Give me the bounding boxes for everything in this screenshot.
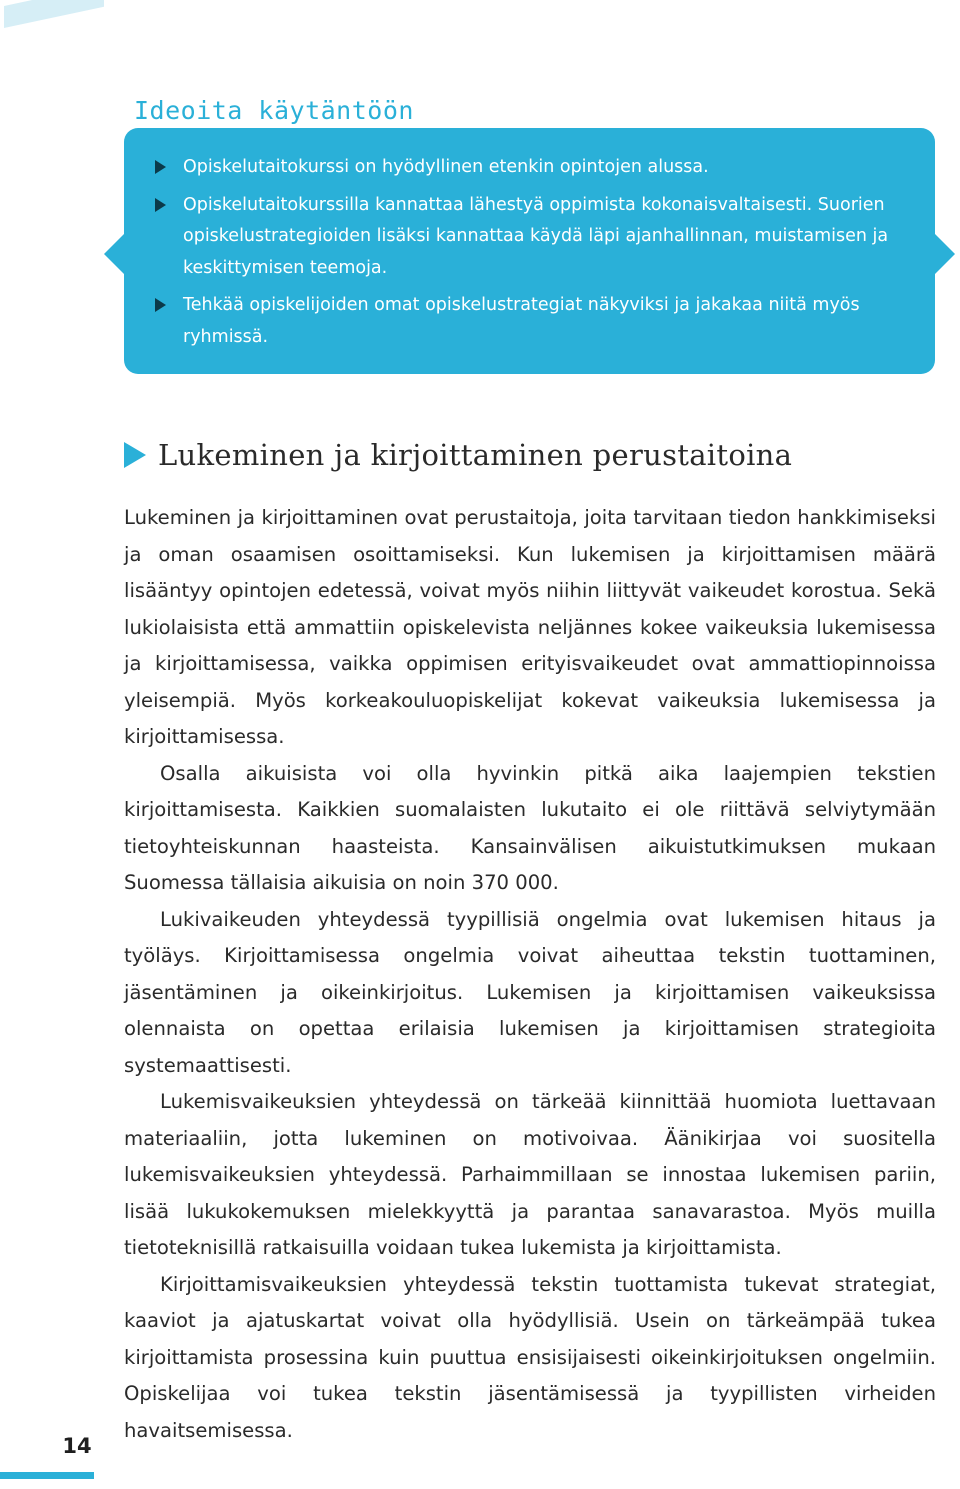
idea-list	[154, 152, 914, 359]
body-paragraph: Lukivaikeuden yhteydessä tyypillisiä ongelmia ovat lukemisen hitaus ja työläys. Kirjoittamisessa ongelmia voivat aiheuttaa tekstin tuottaminen, jäsentäminen ja oikeinkirjoitus. Lukemisen ja kirjoittamisen vaikeuksissa olennaista on opettaa erilaisia lukemisen ja kirjoittamisen strategioita systemaattisesti.	[124, 907, 936, 1077]
corner-decoration	[4, 0, 104, 28]
idea-box-left-notch	[104, 234, 124, 274]
idea-item	[154, 190, 914, 285]
idea-item-text: Tehkää opiskelijoiden omat opiskelustrategiat näkyviksi ja jakakaa niitä myös ryhmissä.	[183, 295, 860, 347]
triangle-bullet-icon	[155, 198, 166, 212]
idea-item-text: Opiskelutaitokurssi on hyödyllinen etenkin opintojen alussa.	[183, 157, 709, 177]
body-paragraph: Osalla aikuisista voi olla hyvinkin pitkä aika laajempien tekstien kirjoittamisesta. Kaikkien suomalaisten lukutaito ei ole riittävä selviytymään tietoyhteiskunnan haasteista. Kansainvälisen aikuistutkimuksen mukaan Suomessa tällaisia aikuisia on noin 370 000.	[124, 761, 936, 894]
idea-item	[154, 152, 914, 184]
triangle-heading-icon	[124, 442, 146, 468]
page-number-bar	[0, 1472, 94, 1479]
triangle-bullet-icon	[155, 160, 166, 174]
idea-item	[154, 290, 914, 353]
body-paragraph: Lukemisvaikeuksien yhteydessä on tärkeää kiinnittää huomiota luettavaan materiaaliin, jotta lukeminen on motivoivaa. Äänikirjaa voi suositella lukemisvaikeuksien yhteydessä. Parhaimmillaan se innostaa lukemisen pariin, lisää lukukokemuksen mielekkyyttä ja parantaa sanavarastoa. Myös muilla tietoteknisillä ratkaisuilla voidaan tukea lukemista ja kirjoittamista.	[124, 1090, 936, 1259]
triangle-bullet-icon	[155, 298, 166, 312]
section-header	[124, 438, 792, 472]
body-paragraph: Kirjoittamisvaikeuksien yhteydessä tekstin tuottamista tukevat strategiat, kaaviot ja ajatuskartat voivat olla hyödyllisiä. Usein on tärkeämpää tukea kirjoittamista prosessina kuin puuttua ensisijaisesti oikeinkirjoituksen ongelmiin. Opiskelijaa voi tukea tekstin jäsentämisessä ja tyypillisten virheiden havaitsemisessa.	[124, 1272, 936, 1442]
idea-item-text: Opiskelutaitokurssilla kannattaa lähestyä oppimista kokonaisvaltaisesti. Suorien opiskelustrategioiden lisäksi kannattaa käydä läpi ajanhallinnan, muistamisen ja keskittymisen teemoja.	[183, 194, 889, 278]
section-body	[124, 500, 936, 1449]
idea-box	[124, 128, 935, 374]
page-number: 14	[62, 1434, 92, 1458]
idea-box-title: Ideoita käytäntöön	[134, 96, 414, 125]
idea-box-right-notch	[935, 234, 955, 274]
section-heading: Lukeminen ja kirjoittaminen perustaitoina	[158, 438, 793, 472]
body-paragraph: Lukeminen ja kirjoittaminen ovat perustaitoja, joita tarvitaan tiedon hankkimiseksi ja oman osaamisen osoittamiseksi. Kun lukemisen ja kirjoittamisen määrä lisääntyy opintojen edetessä, voivat myös niihin liittyvät vaikeudet korostua. Sekä lukiolaisista että ammattiin opiskelevista neljännes kokee vaikeuksia lukemisessa ja kirjoittamisessa, vaikka oppimisen erityisvaikeudet ovat ammattiopinnoissa yleisempiä. Myös korkeakouluopiskelijat kokevat vaikeuksia lukemisessa ja kirjoittamisessa.	[124, 506, 936, 748]
